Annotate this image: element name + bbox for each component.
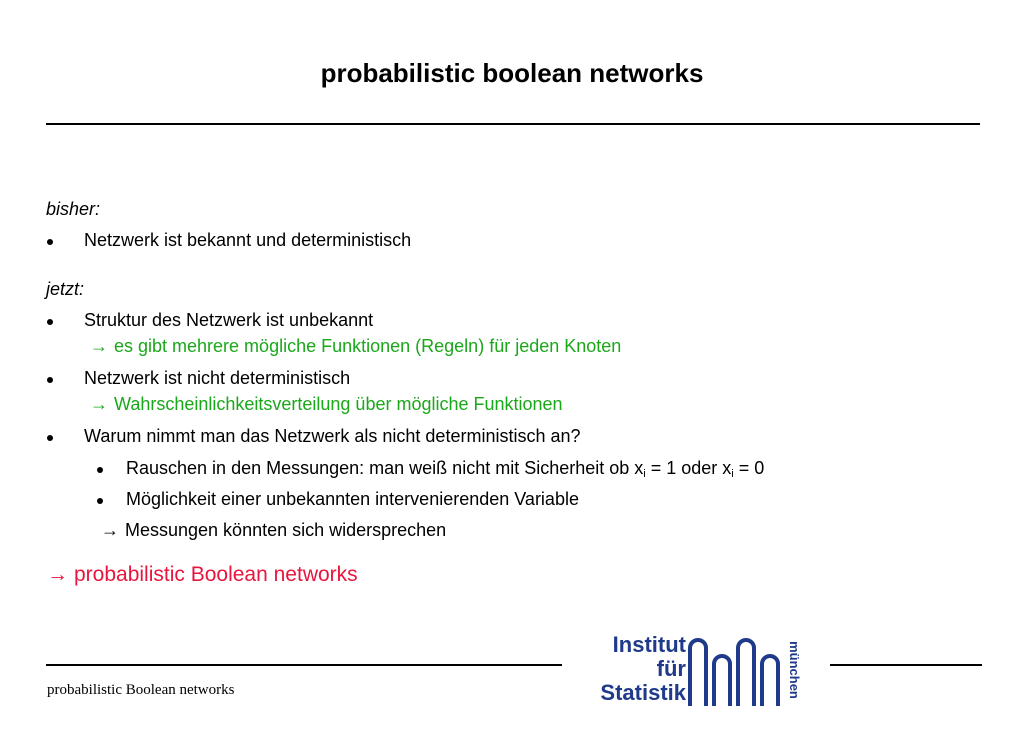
sub-item-text: Rauschen in den Messungen: man weiß nicht mit Sicherheit ob x: [126, 458, 644, 478]
institute-logo: [594, 630, 806, 710]
section-heading-bisher: bisher:: [46, 199, 101, 219]
arrow-note-text: Wahrscheinlichkeitsverteilung über mögliche Funktionen: [114, 394, 563, 414]
arrow-note-text: es gibt mehrere mögliche Funktionen (Regeln) für jeden Knoten: [114, 336, 622, 356]
sub-item-text: = 0: [733, 458, 765, 478]
bullet-icon: [47, 435, 53, 441]
section-heading-jetzt: jetzt:: [46, 279, 85, 299]
subscript: i: [643, 468, 646, 480]
arrow-right-icon: →: [90, 394, 108, 414]
subscript: i: [731, 468, 734, 480]
sub-bullet-item: [126, 458, 764, 480]
sub-item-text: = 1 oder x: [645, 458, 732, 478]
bullet-icon: [47, 377, 53, 383]
logo-line-fuer: für: [656, 656, 686, 681]
arrow-note: [90, 394, 563, 415]
logo-line-statistik: Statistik: [600, 680, 686, 705]
conclusion-text: Messungen könnten sich widersprechen: [125, 520, 447, 540]
bullet-item: Struktur des Netzwerk ist unbekannt: [84, 310, 374, 330]
arches-icon: [594, 630, 806, 710]
arrow-right-icon: →: [47, 563, 68, 586]
footer-divider-left: [46, 664, 562, 666]
arrow-right-icon: →: [90, 336, 108, 356]
arrow-right-icon: →: [101, 520, 119, 540]
bullet-item: Warum nimmt man das Netzwerk als nicht deterministisch an?: [84, 426, 581, 446]
bullet-icon: [47, 239, 53, 245]
logo-vertical-text: münchen: [787, 641, 802, 699]
conclusion-line: [101, 520, 446, 541]
sub-bullet-item: Möglichkeit einer unbekannten intervenierenden Variable: [126, 489, 579, 509]
footer-text: probabilistic Boolean networks: [47, 682, 235, 698]
page-title: probabilistic boolean networks: [320, 58, 704, 88]
final-conclusion: [47, 563, 358, 587]
sub-bullet-icon: [97, 467, 103, 473]
sub-bullet-icon: [97, 498, 103, 504]
arrow-note: [90, 336, 621, 357]
bullet-item: Netzwerk ist bekannt und deterministisch: [84, 230, 412, 250]
final-conclusion-text: probabilistic Boolean networks: [74, 563, 358, 586]
title-divider: [46, 123, 980, 125]
bullet-item: Netzwerk ist nicht deterministisch: [84, 368, 351, 388]
footer-divider-right: [830, 664, 982, 666]
logo-line-institut: Institut: [612, 632, 686, 657]
bullet-icon: [47, 319, 53, 325]
